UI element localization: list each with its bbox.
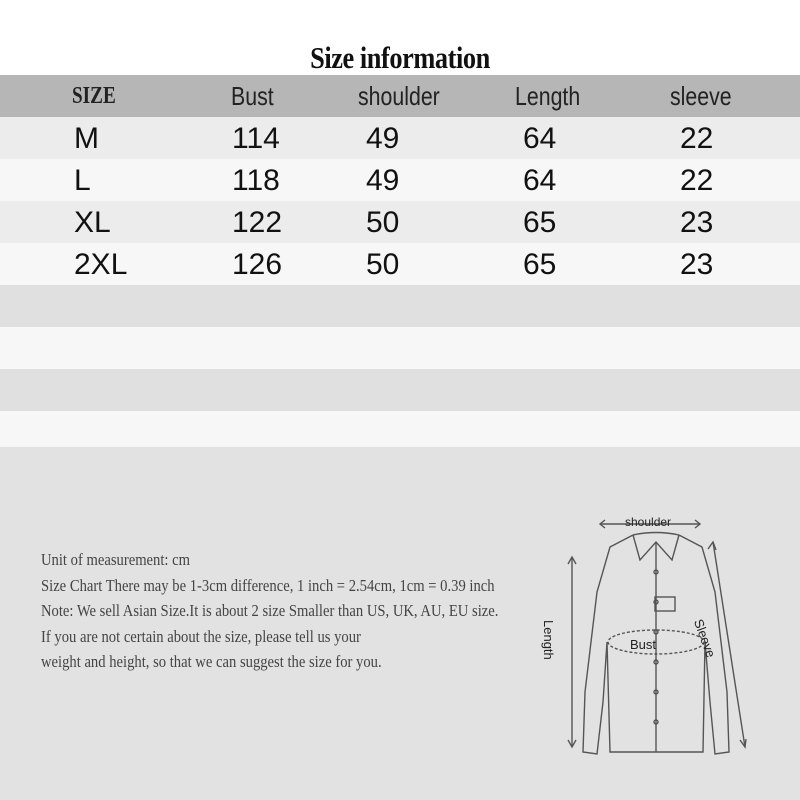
- cell-sleeve: 23: [680, 206, 714, 239]
- header-bust: Bust: [231, 81, 274, 111]
- cell-shoulder: 50: [366, 248, 400, 281]
- size-notes: [41, 547, 573, 675]
- note-unit: Unit of measurement: cm: [41, 550, 191, 569]
- cell-length: 65: [523, 248, 557, 281]
- table-row: [0, 243, 800, 285]
- cell-size: XL: [74, 206, 111, 239]
- diagram-label-length: Length: [541, 620, 556, 660]
- note-difference: Size Chart There may be 1-3cm difference, 1 inch = 2.54cm, 1cm = 0.39 inch: [41, 575, 495, 595]
- header-size: SIZE: [72, 83, 116, 109]
- cell-bust: 122: [232, 206, 283, 239]
- cell-sleeve: 22: [680, 122, 714, 155]
- table-header-row: [0, 75, 800, 117]
- size-table: [0, 75, 800, 453]
- table-row: [0, 159, 800, 201]
- diagram-label-bust: Bust: [630, 637, 657, 652]
- cell-size: L: [74, 164, 91, 197]
- cell-bust: 114: [232, 122, 280, 155]
- note-asian-size: Note: We sell Asian Size.It is about 2 size Smaller than US, UK, AU, EU size.: [41, 601, 499, 620]
- cell-sleeve: 23: [680, 248, 714, 281]
- cell-size: M: [74, 122, 99, 155]
- info-panel: [0, 447, 800, 800]
- cell-length: 64: [523, 122, 557, 155]
- diagram-label-sleeve: Sleeve: [690, 617, 719, 660]
- cell-bust: 126: [232, 248, 283, 281]
- cell-bust: 118: [232, 164, 280, 197]
- header-length: Length: [515, 81, 581, 111]
- cell-length: 65: [523, 206, 557, 239]
- table-row: [0, 117, 800, 159]
- note-uncertain: If you are not certain about the size, please tell us your: [41, 626, 361, 646]
- cell-shoulder: 50: [366, 206, 400, 239]
- cell-size: 2XL: [74, 248, 128, 281]
- page-title: Size information: [310, 40, 490, 75]
- diagram-label-shoulder: shoulder: [625, 515, 672, 529]
- cell-shoulder: 49: [366, 164, 400, 197]
- header-sleeve: sleeve: [670, 81, 732, 111]
- header-shoulder: shoulder: [358, 81, 440, 111]
- table-row: [0, 201, 800, 243]
- shirt-measurement-diagram: [541, 502, 755, 772]
- note-suggest: weight and height, so that we can suggest the size for you.: [41, 652, 382, 671]
- empty-row: [0, 285, 800, 327]
- cell-length: 64: [523, 164, 557, 197]
- empty-row: [0, 369, 800, 411]
- cell-shoulder: 49: [366, 122, 400, 155]
- empty-row: [0, 327, 800, 369]
- cell-sleeve: 22: [680, 164, 714, 197]
